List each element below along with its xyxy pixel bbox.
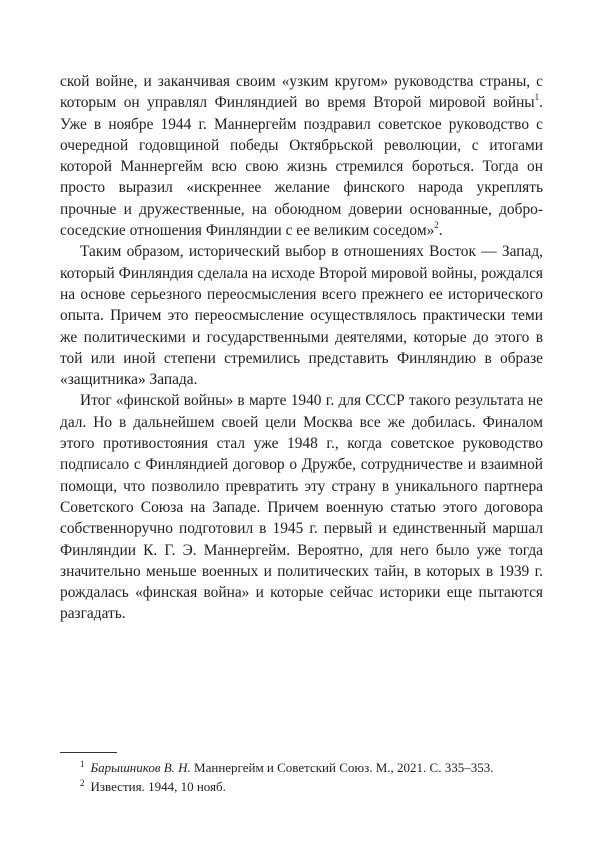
footnote-2-number: 2 [80, 777, 85, 788]
main-text [60, 71, 543, 625]
paragraph-1-text-end: . [438, 222, 443, 240]
footnote-2-text: Известия. 1944, 10 нояб. [90, 779, 226, 794]
paragraph-1-text-cont: . Уже в ноябре 1944 г. Маннергейм поздравил советское руководство с очередной годовщиной победы Октябрьской революции, с итогами которой Маннергейм всю свою жизнь стремился бороться. Тогда он просто выразил «искреннее желание финского народа укреплять прочные и дружественные, на обоюдном доверии основанные, добрососедские отношения Финляндии с ее великим соседом» [60, 94, 543, 240]
paragraph-2: Таким образом, исторический выбор в отношениях Восток — Запад, который Финляндия сделала на исходе Второй мировой войны, рождался на основе серьезного переосмысления всего прежнего ее исторического опыта. Причем это переосмысление осуществлялось практически теми же политическими и государственными деятелями, которые до этого в той или иной степени стремились представить Финляндию в образе «защитника» Запада. [60, 243, 543, 389]
footnote-2 [60, 777, 543, 796]
footnote-1-number: 1 [80, 758, 85, 769]
footnote-separator [60, 752, 117, 753]
footnote-1-text: Маннергейм и Советский Союз. М., 2021. С. 335–353. [190, 760, 494, 775]
footnote-1 [60, 758, 543, 777]
paragraph-3: Итог «финской войны» в марте 1940 г. для СССР такого результата не дал. Но в дальнейшем своей цели Москва все же добилась. Финалом этого противостояния стал уже 1948 г., когда советское руководство подписало с Финляндией договор о Дружбе, сотрудничестве и взаимной помощи, что позволило превратить эту страну в уникального партнера Советского Союза на Западе. Причем военную статью этого договора собственноручно подготовил в 1945 г. первый и единственный маршал Финляндии К. Г. Э. Маннергейм. Вероятно, для него было уже тогда значительно меньше военных и политических тайн, в которых в 1939 г. рождалась «финская война» и которые сейчас историки еще пытаются разгадать. [60, 392, 543, 623]
footnotes [60, 758, 543, 796]
footnote-ref-2[interactable]: 2 [434, 219, 439, 230]
footnote-1-author: Барышников В. Н. [90, 760, 191, 775]
paragraph-1-text: ской войне, и заканчивая своим «узким кругом» руководства страны, с которым он управлял Финляндией во время Второй мировой войны [60, 73, 543, 112]
paragraph-1 [60, 71, 543, 241]
footnote-ref-1[interactable]: 1 [534, 92, 540, 103]
